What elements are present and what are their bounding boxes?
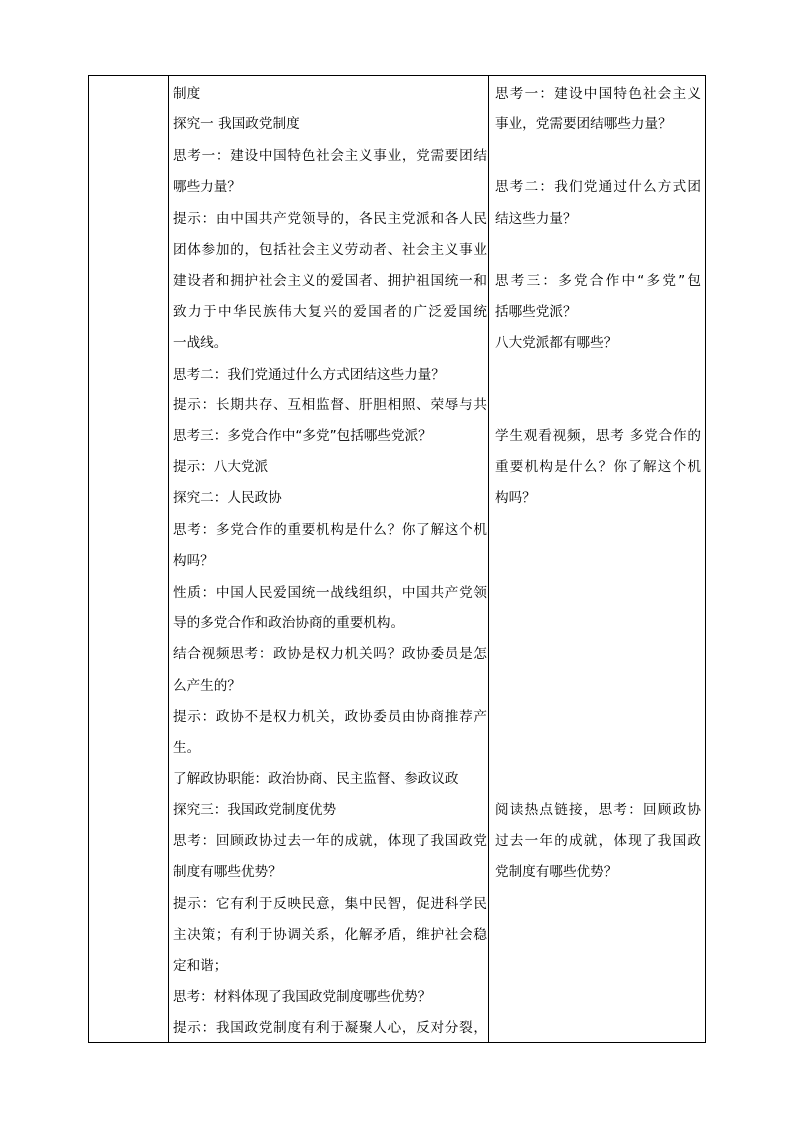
text-line: 结合视频思考：政协是权力机关吗？政协委员是怎 <box>173 646 487 662</box>
text-line: 思考：多党合作的重要机构是什么？你了解这个机 <box>173 522 487 538</box>
text-line: 提示：政协不是权力机关，政协委员由协商推荐产 <box>173 709 487 725</box>
text-line: 过去一年的成就，体现了我国政 <box>495 833 701 849</box>
lesson-plan-table <box>88 75 706 1043</box>
text-line: 提示：八大党派 <box>173 459 269 475</box>
text-line: 提示：由中国共产党领导的，各民主党派和各人民 <box>173 211 487 227</box>
text-line: 学生观看视频，思考 多党合作的 <box>495 428 701 444</box>
text-line: 党制度有哪些优势？ <box>495 864 618 880</box>
text-line: 结这些力量？ <box>495 211 577 227</box>
text-line: 思考一：建设中国特色社会主义 <box>495 86 701 102</box>
text-line: 思考三：多党合作中“多党”包 <box>495 273 701 289</box>
text-line: 思考二：我们党通过什么方式团结这些力量？ <box>173 367 445 383</box>
text-line: 思考三：多党合作中“多党”包括哪些党派？ <box>173 428 432 444</box>
left-column-cell <box>89 76 168 1042</box>
text-line: 探究三：我国政党制度优势 <box>173 802 337 818</box>
text-line: 提示：我国政党制度有利于凝聚人心，反对分裂， <box>173 1020 487 1036</box>
text-line: 探究一 我国政党制度 <box>173 116 300 132</box>
text-line: 致力于中华民族伟大复兴的爱国者的广泛爱国统 <box>173 304 487 320</box>
text-line: 团体参加的，包括社会主义劳动者、社会主义事业 <box>173 242 487 258</box>
text-line: 思考：回顾政协过去一年的成就，体现了我国政党 <box>173 833 487 849</box>
text-line: 重要机构是什么？你了解这个机 <box>495 459 701 475</box>
text-line: 制度 <box>173 86 201 102</box>
text-line: 了解政协职能：政治协商、民主监督、参政议政 <box>173 771 459 787</box>
text-line: 制度有哪些优势？ <box>173 864 282 880</box>
text-line: 么产生的？ <box>173 678 241 694</box>
text-line: 括哪些党派？ <box>495 304 577 320</box>
text-line: 事业，党需要团结哪些力量？ <box>495 116 672 132</box>
text-line: 定和谐； <box>173 958 228 974</box>
text-line: 构吗？ <box>495 490 536 506</box>
text-line: 思考：材料体现了我国政党制度哪些优势？ <box>173 989 432 1005</box>
student-activity-cell <box>495 76 701 1042</box>
text-line: 构吗？ <box>173 553 214 569</box>
text-line: 导的多党合作和政治协商的重要机构。 <box>173 615 405 631</box>
column-divider-left <box>168 76 169 1042</box>
text-line: 提示：它有利于反映民意，集中民智，促进科学民 <box>173 896 487 912</box>
text-line: 八大党派都有哪些？ <box>495 335 618 351</box>
text-line: 性质：中国人民爱国统一战线组织，中国共产党领 <box>173 585 487 601</box>
text-line: 生。 <box>173 740 201 756</box>
text-line: 思考二：我们党通过什么方式团 <box>495 179 701 195</box>
teaching-process-cell <box>173 76 487 1042</box>
text-line: 阅读热点链接，思考：回顾政协 <box>495 802 701 818</box>
column-divider-right <box>488 76 489 1042</box>
text-line: 一战线。 <box>173 335 228 351</box>
text-line: 主决策；有利于协调关系，化解矛盾，维护社会稳 <box>173 927 487 943</box>
text-line: 哪些力量？ <box>173 179 241 195</box>
text-line: 探究二：人民政协 <box>173 490 282 506</box>
text-line: 思考一：建设中国特色社会主义事业，党需要团结 <box>173 148 487 164</box>
text-line: 提示：长期共存、互相监督、肝胆相照、荣辱与共 <box>173 397 487 413</box>
text-line: 建设者和拥护社会主义的爱国者、拥护祖国统一和 <box>173 273 487 289</box>
